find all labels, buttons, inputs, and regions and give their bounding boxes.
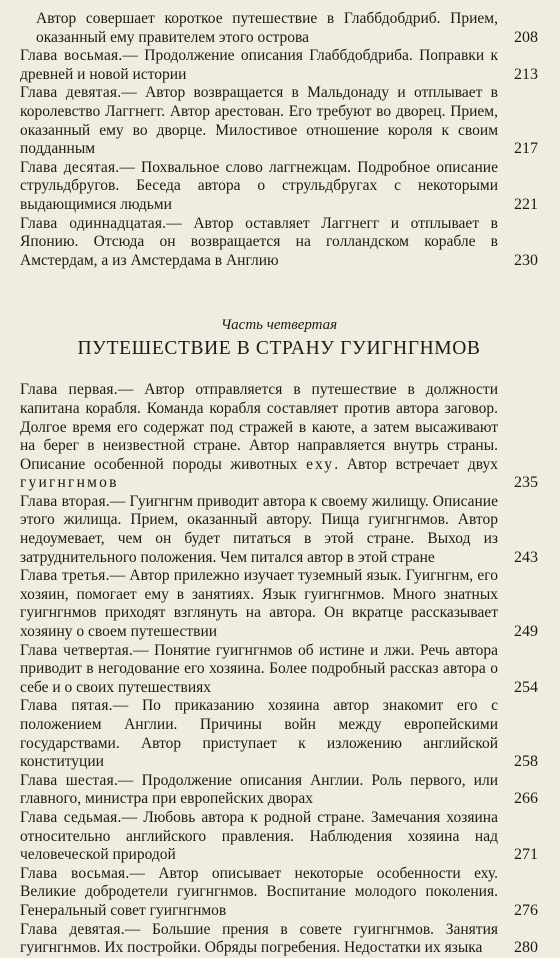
toc-entry-description: — Автор прилежно изучает туземный язык. Гуигнгнм, его хозяин, помогает ему в занятиях. Язык гуигнгнмов. Много знатных гуигнгнмов приходят взглянуть на автора. Он вкратце рассказывает хозяину о своем путешествии (20, 567, 498, 641)
toc-page-number: 243 (514, 548, 538, 566)
chapter-heading: Глава вторая. (20, 492, 110, 510)
toc-entry-description: — Автор описывает некоторые особенности еху. Великие добродетели гуигнгнмов. Воспитание молодого поколения. Генеральный совет гуигнгнмов (20, 864, 498, 919)
toc-page-number: 254 (514, 678, 538, 696)
toc-entry-part4-chapter-7 (20, 809, 538, 865)
chapter-heading: Глава четвертая. (20, 641, 134, 659)
spaced-term-houyhnhnms: гуигнгнмов (20, 474, 119, 492)
chapter-heading: Глава десятая. (20, 158, 120, 176)
toc-entry-description: — Похвальное слово лаггнежцам. Подробное описание струльдбругов. Беседа автора о струльдбругах с некоторыми выдающимися людьми (20, 158, 498, 213)
toc-page-number: 221 (514, 195, 538, 213)
toc-page-number: 249 (514, 623, 538, 641)
toc-entry-description: — Гуигнгнм приводит автора к своему жилищу. Описание этого жилища. Прием, оказанный автору. Пища гуигнгнмов. Автор недоумевает, чем он будет питаться в этой стране. Выход из затруднительного положения. Чем питался автор в этой стране (20, 492, 498, 566)
toc-entry-text (20, 381, 512, 493)
toc-entry-part4-chapter-3 (20, 567, 538, 641)
chapter-heading: Глава шестая. (20, 771, 119, 789)
toc-entry-description: Автор совершает короткое путешествие в Глаббдобдриб. Прием, оказанный ему правителем этого острова (36, 10, 498, 46)
toc-entry-description: — Продолжение описания Англии. Роль первого, или главного, министра при европейских дворах (20, 771, 498, 808)
toc-entry-part4-chapter-4 (20, 642, 538, 698)
toc-entry-description-continued: . Автор встречает двух (334, 455, 499, 473)
chapter-heading: Глава одиннадцатая. (20, 214, 167, 232)
toc-entry-glabbdobdrib (20, 10, 538, 47)
chapter-heading: Глава третья. (20, 567, 110, 585)
toc-entry-text (20, 772, 512, 809)
toc-entry-text (20, 921, 512, 958)
toc-page-number: 213 (514, 65, 538, 83)
toc-entry-text (20, 865, 512, 921)
toc-entry-chapter-9 (20, 84, 538, 158)
toc-entry-text (20, 10, 512, 47)
toc-entry-part4-chapter-9 (20, 921, 538, 958)
toc-entry-description: — Автор отправляется в путешествие в должности капитана корабля. Команда корабля составляет против автора заговор. Долгое время его содержат под стражей в каюте, а затем высаживают на берег в неизвестной стране. Автор направляется внутрь страны. Описание особенной породы животных (20, 381, 498, 473)
toc-entry-text (20, 642, 512, 698)
chapter-heading: Глава седьмая. (20, 808, 122, 826)
toc-entry-description: — Автор возвращается в Мальдонаду и отплывает в королевство Лаггнегг. Автор арестован. Его требуют во дворец. Прием, оказанный ему во дворце. Милостивое отношение короля к своим подданным (20, 84, 498, 158)
toc-entry-description: — Большие прения в совете гуигнгнмов. Занятия гуигнгнмов. Их постройки. Обряды погребения. Недостатки их языка (20, 920, 498, 957)
toc-page-number: 230 (514, 251, 538, 269)
toc-entry-text (20, 809, 512, 865)
toc-entry-text (20, 159, 512, 215)
toc-page-number: 258 (514, 753, 538, 771)
toc-entry-description: — По приказанию хозяина автор знакомит его с положением Англии. Причины войн между европейскими государствами. Автор приступает к изложению английской конституции (20, 697, 499, 771)
part-title: ПУТЕШЕСТВИЕ В СТРАНУ ГУИГНГНМОВ (77, 338, 481, 360)
toc-entry-part4-chapter-5 (20, 697, 538, 771)
toc-entry-text (20, 47, 512, 84)
toc-entry-description: — Автор оставляет Лаггнегг и отплывает в Японию. Отсюда он возвращается на голландском корабле в Амстердам, а из Амстердама в Англию (20, 214, 498, 269)
toc-page-number: 217 (514, 140, 538, 158)
toc-page-number: 235 (514, 474, 538, 492)
toc-entry-text (20, 493, 512, 567)
toc-entry-text (20, 567, 512, 641)
chapter-heading: Глава девятая. (20, 920, 125, 938)
spaced-term-yahoo: еху (306, 455, 335, 473)
chapter-heading: Глава восьмая. (20, 864, 130, 882)
toc-page-number: 280 (514, 939, 538, 957)
chapter-heading: Глава пятая. (20, 697, 113, 715)
toc-entry-part4-chapter-1 (20, 381, 538, 493)
toc-page-number: 266 (514, 790, 538, 808)
toc-entry-part4-chapter-8 (20, 865, 538, 921)
toc-entry-description: — Понятие гуигнгнмов об истине и лжи. Речь автора приводит в негодование его хозяина. Более подробный рассказ автора о себе и о своих путешествиях (20, 641, 498, 696)
toc-entry-chapter-10 (20, 159, 538, 215)
part-heading (20, 316, 538, 361)
toc-entry-text (20, 84, 512, 158)
toc-page-number: 276 (514, 901, 538, 919)
part-label: Часть четвертая (220, 317, 338, 334)
toc-entry-text (20, 215, 512, 271)
toc-page-number: 271 (514, 846, 538, 864)
toc-entry-chapter-11 (20, 215, 538, 271)
chapter-heading: Глава девятая. (20, 84, 122, 102)
toc-entry-part4-chapter-2 (20, 493, 538, 567)
toc-entry-text (20, 697, 512, 771)
toc-entry-part4-chapter-6 (20, 772, 538, 809)
toc-entry-chapter-8 (20, 47, 538, 84)
toc-entry-description: — Продолжение описания Глаббдобдриба. Поправки к древней и новой истории (20, 47, 498, 83)
chapter-heading: Глава первая. (20, 381, 118, 399)
toc-entry-description: — Любовь автора к родной стране. Замечания хозяина относительно английского правления. Наблюдения хозяина над человеческой природой (20, 808, 498, 864)
chapter-heading: Глава восьмая. (20, 47, 123, 65)
toc-page-number: 208 (514, 28, 538, 46)
